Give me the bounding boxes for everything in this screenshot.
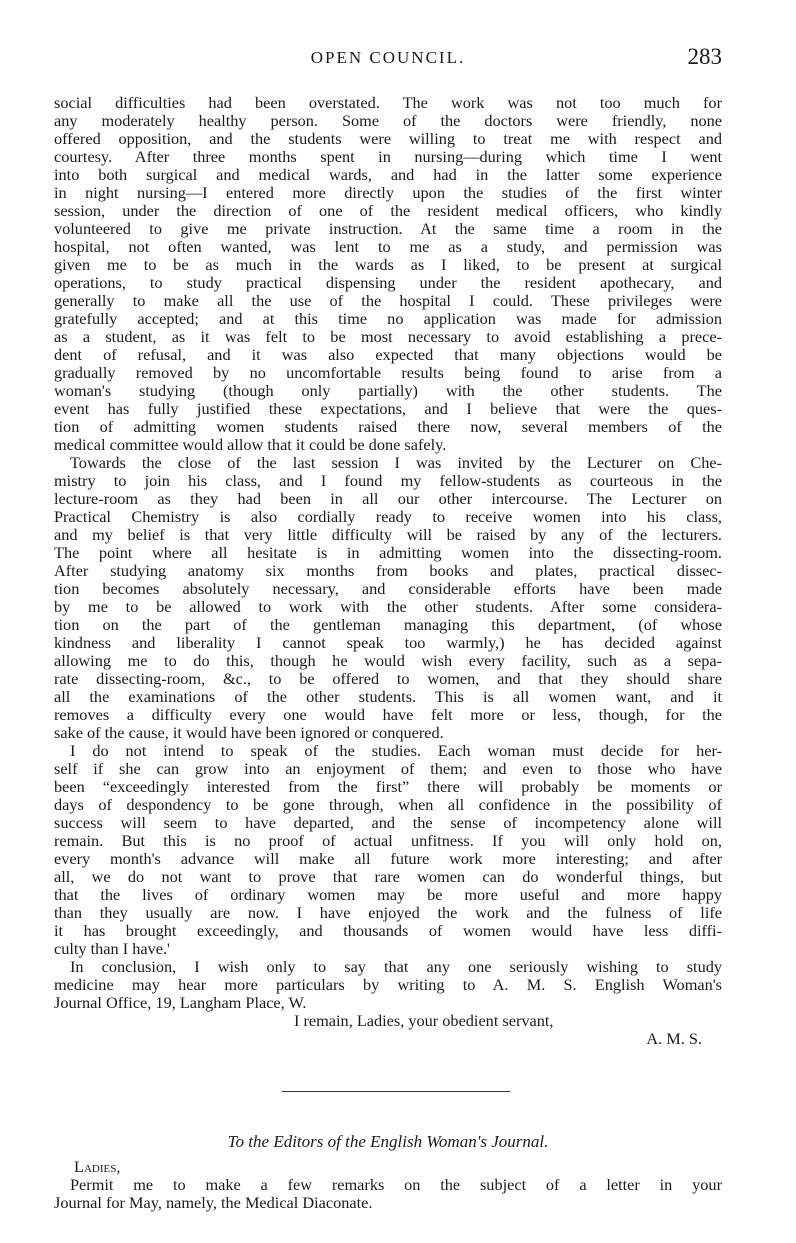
text-line: sake of the cause, it would have been ignored or conquered. <box>54 723 444 742</box>
text-line: The point where all hesitate is in admitting women into the dissecting-room. <box>54 543 722 562</box>
text-line: by me to be allowed to work with the other students. After some considera- <box>54 597 722 616</box>
text-line: that the lives of ordinary women may be more useful and more happy <box>54 885 722 904</box>
page-header <box>54 44 722 72</box>
text-line: tion becomes absolutely necessary, and considerable efforts have been made <box>54 579 722 598</box>
text-line: gratefully accepted; and at this time no application was made for admission <box>54 309 722 328</box>
text-line: tion of admitting women students raised there now, several members of the <box>54 417 722 436</box>
text-line: all, we do not want to prove that rare women can do wonderful things, but <box>54 867 722 886</box>
text-line: medicine may hear more particulars by writing to A. M. S. English Woman's <box>54 975 722 994</box>
text-line: given me to be as much in the wards as I liked, to be present at surgical <box>54 255 722 274</box>
text-line: offered opposition, and the students were willing to treat me with respect and <box>54 129 722 148</box>
text-line: every month's advance will make all future work more interesting; and after <box>54 849 722 868</box>
text-line: operations, to study practical dispensing under the resident apothecary, and <box>54 273 722 292</box>
letter-body <box>54 94 722 1048</box>
text-line: In conclusion, I wish only to say that any one seriously wishing to study <box>70 957 722 976</box>
text-line: self if she can grow into an enjoyment of them; and even to those who have <box>54 759 722 778</box>
section-divider <box>282 1091 510 1092</box>
text-line: in night nursing—I entered more directly upon the studies of the first winter <box>54 183 722 202</box>
text-line: lecture-room as they had been in all our other intercourse. The Lecturer on <box>54 489 722 508</box>
signature: A. M. S. <box>646 1029 702 1048</box>
text-line: After studying anatomy six months from books and plates, practical dissec- <box>54 561 722 580</box>
text-line: been “exceedingly interested from the first” there will probably be moments or <box>54 777 722 796</box>
text-line: social difficulties had been overstated. The work was not too much for <box>54 93 722 112</box>
salutation: Ladies, <box>74 1157 121 1176</box>
text-line: courtesy. After three months spent in nursing—during which time I went <box>54 147 722 166</box>
text-line: it has brought exceedingly, and thousands of women would have less diffi- <box>54 921 722 940</box>
text-line: event has fully justified these expectations, and I believe that were the ques- <box>54 399 722 418</box>
text-line: medical committee would allow that it could be done safely. <box>54 435 447 454</box>
text-line: woman's studying (though only partially) with the other students. The <box>54 381 722 400</box>
text-line: kindness and liberality I cannot speak too warmly,) he has decided against <box>54 633 722 652</box>
second-letter-heading: To the Editors of the English Woman's Journal. <box>227 1132 549 1151</box>
text-line: Permit me to make a few remarks on the subject of a letter in your <box>70 1175 722 1194</box>
second-letter-body <box>54 1158 722 1212</box>
text-line: into both surgical and medical wards, and had in the latter some experience <box>54 165 722 184</box>
text-line: allowing me to do this, though he would wish every facility, such as a sepa- <box>54 651 722 670</box>
text-line: Journal Office, 19, Langham Place, W. <box>54 993 307 1012</box>
text-line: hospital, not often wanted, was lent to me as a study, and permission was <box>54 237 722 256</box>
text-line: mistry to join his class, and I found my fellow-students as courteous in the <box>54 471 722 490</box>
text-line: days of despondency to be gone through, when all confidence in the possibility of <box>54 795 722 814</box>
text-line: success will seem to have departed, and the sense of incompetency alone will <box>54 813 722 832</box>
text-line: as a student, as it was felt to be most necessary to avoid establishing a prece- <box>54 327 722 346</box>
text-line: volunteered to give me private instruction. At the same time a room in the <box>54 219 722 238</box>
text-line: Practical Chemistry is also cordially ready to receive women into his class, <box>54 507 722 526</box>
text-line: removes a difficulty every one would have felt more or less, though, for the <box>54 705 722 724</box>
text-line: tion on the part of the gentleman managing this department, (of whose <box>54 615 722 634</box>
text-line: and my belief is that very little difficulty will be raised by any of the lecturers. <box>54 525 722 544</box>
text-line: Journal for May, namely, the Medical Diaconate. <box>54 1193 373 1212</box>
text-line: any moderately healthy person. Some of the doctors were friendly, none <box>54 111 722 130</box>
page-number: 283 <box>687 44 722 69</box>
text-line: dent of refusal, and it was also expected that many objections would be <box>54 345 722 364</box>
text-line: culty than I have.' <box>54 939 170 958</box>
text-line: Towards the close of the last session I was invited by the Lecturer on Che- <box>70 453 722 472</box>
text-line: I do not intend to speak of the studies. Each woman must decide for her- <box>70 741 722 760</box>
text-line: gradually removed by no uncomfortable results being found to arise from a <box>54 363 722 382</box>
text-line: all the examinations of the other students. This is all women want, and it <box>54 687 722 706</box>
text-line: than they usually are now. I have enjoyed the work and the fulness of life <box>54 903 722 922</box>
valediction: I remain, Ladies, your obedient servant, <box>294 1011 554 1030</box>
text-line: rate dissecting-room, &c., to be offered to women, and that they should share <box>54 669 722 688</box>
text-line: remain. But this is no proof of actual unfitness. If you will only hold on, <box>54 831 722 850</box>
text-line: generally to make all the use of the hospital I could. These privileges were <box>54 291 722 310</box>
running-title: OPEN COUNCIL. <box>310 48 466 67</box>
text-line: session, under the direction of one of the resident medical officers, who kindly <box>54 201 722 220</box>
